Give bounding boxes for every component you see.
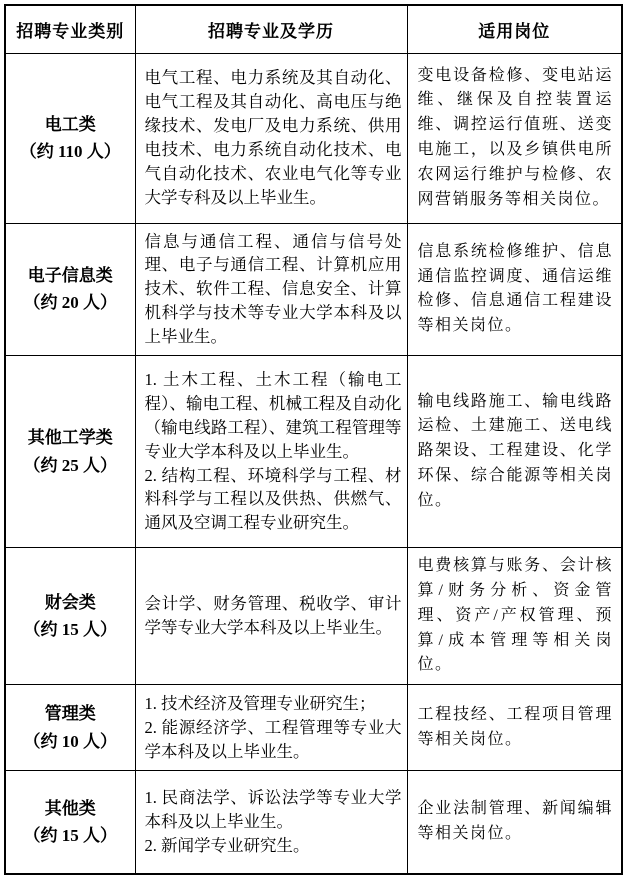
category-cell <box>5 356 135 548</box>
majors-cell <box>135 53 407 223</box>
category-cell <box>5 548 135 685</box>
category-name: 管理类 <box>44 704 96 724</box>
category-cell <box>5 771 135 874</box>
positions-cell <box>407 53 622 223</box>
positions-cell <box>407 548 622 685</box>
majors-text: 1. 技术经济及管理专业研究生； <box>144 693 376 713</box>
table-row-electrician <box>5 53 622 223</box>
majors-text: 信息与通信工程、通信与信号处理、电子与通信工程、计算机应用技术、软件工程、信息安全、计算机科学与技术等专业大学本科及以上毕业生。 <box>144 231 402 347</box>
positions-cell <box>407 771 622 874</box>
category-cell <box>5 223 135 356</box>
majors-cell <box>135 356 407 548</box>
header-row <box>5 5 622 53</box>
majors-text: 会计学、财务管理、税收学、审计学等专业大学本科及以上毕业生。 <box>144 594 402 638</box>
table-row-other-engineering <box>5 356 622 548</box>
category-name: 电工类 <box>44 114 96 134</box>
majors-text: 1. 土木工程、土木工程（输电工程）、输电工程、机械工程及自动化（输电线路工程）、建筑工程管理等专业大学本科及以上毕业生。 <box>144 369 402 461</box>
category-count: （约 25 人） <box>23 455 117 475</box>
majors-cell <box>135 685 407 771</box>
category-count: （约 110 人） <box>19 142 121 161</box>
header-majors: 招聘专业及学历 <box>135 5 407 53</box>
majors-text: 1. 民商法学、诉讼法学等专业大学本科及以上毕业生。 <box>144 787 402 831</box>
category-name: 其他工学类 <box>27 428 113 448</box>
category-cell <box>5 685 135 771</box>
table-row-management <box>5 685 622 771</box>
header-positions: 适用岗位 <box>407 5 622 53</box>
table-row-electronic-info <box>5 223 622 356</box>
positions-text: 输电线路施工、输电线路运检、土建施工、送电线路架设、工程建设、化学环保、综合能源等相关岗位。 <box>417 392 613 509</box>
positions-text: 企业法制管理、新闻编辑等相关岗位。 <box>417 800 613 842</box>
majors-cell <box>135 548 407 685</box>
category-name: 其他类 <box>44 798 96 818</box>
category-name: 电子信息类 <box>27 266 113 286</box>
recruitment-table <box>4 4 623 875</box>
majors-text: 2. 结构工程、环境科学与工程、材料科学与工程以及供热、供燃气、通风及空调工程专业研究生。 <box>144 465 402 533</box>
positions-cell <box>407 685 622 771</box>
positions-text: 电费核算与账务、会计核算/财务分析、资金管理、资产/产权管理、预算/成本管理等相关岗位。 <box>417 557 613 674</box>
positions-cell <box>407 356 622 548</box>
table-row-other <box>5 771 622 874</box>
category-count: （约 20 人） <box>23 293 117 313</box>
positions-text: 工程技经、工程项目管理等相关岗位。 <box>417 705 613 748</box>
positions-text: 信息系统检修维护、信息通信监控调度、通信运维检修、信息通信工程建设等相关岗位。 <box>417 242 613 335</box>
header-category: 招聘专业类别 <box>5 5 135 53</box>
category-count: （约 15 人） <box>23 620 117 640</box>
table-row-finance-accounting <box>5 548 622 685</box>
majors-text: 2. 能源经济学、工程管理等专业大学本科及以上毕业生。 <box>144 717 402 761</box>
category-count: （约 15 人） <box>23 825 117 845</box>
positions-cell <box>407 223 622 356</box>
category-count: （约 10 人） <box>23 731 117 751</box>
category-name: 财会类 <box>44 592 96 612</box>
majors-cell <box>135 223 407 356</box>
majors-text: 2. 新闻学专业研究生。 <box>144 835 310 855</box>
category-cell <box>5 53 135 223</box>
positions-text: 变电设备检修、变电站运维、继保及自控装置运维、调控运行值班、送变电施工，以及乡镇供电所农网运行维护与检修、农网营销服务等相关岗位。 <box>417 66 613 208</box>
majors-text: 电气工程、电力系统及其自动化、电气工程及其自动化、高电压与绝缘技术、发电厂及电力系统、供用电技术、电力系统自动化技术、电气自动化技术、农业电气化等专业大学专科及以上毕业生。 <box>144 68 402 207</box>
majors-cell <box>135 771 407 874</box>
